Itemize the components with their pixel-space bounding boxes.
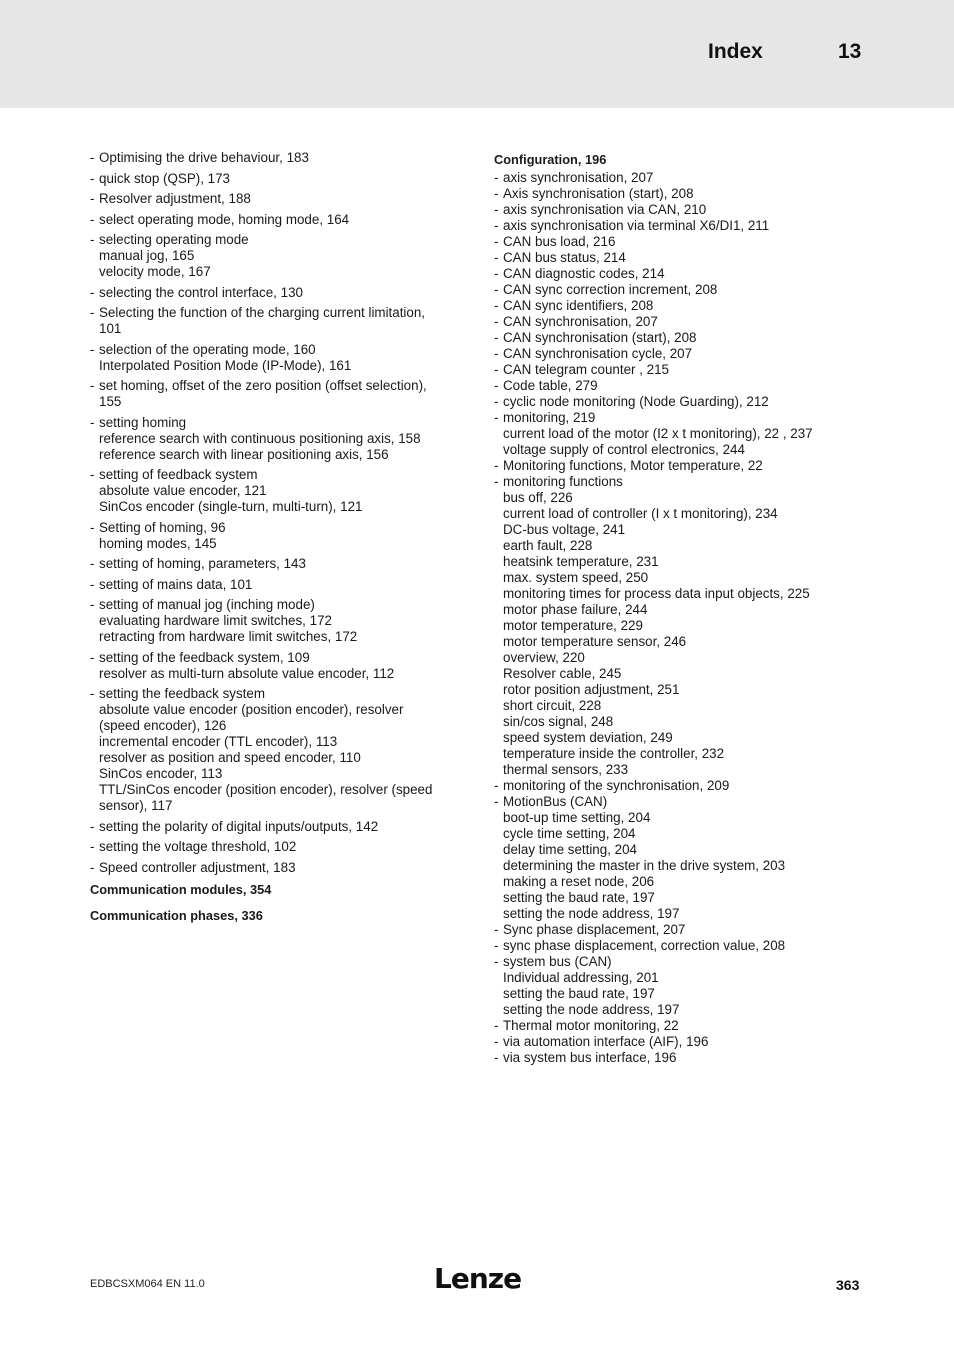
index-subentry: 155 [99, 394, 122, 409]
index-subentry: overview, 220 [503, 650, 585, 666]
index-entry-line [494, 394, 854, 410]
index-subentry: current load of the motor (I2 x t monitoring), 22 , 237 [503, 426, 813, 442]
index-subentry: 101 [99, 321, 122, 336]
dash-marker: - [494, 458, 499, 474]
index-entry [494, 282, 854, 298]
index-entry [494, 218, 854, 234]
dash-marker: - [494, 362, 499, 378]
chapter-number: 13 [838, 40, 862, 63]
index-subentry: DC-bus voltage, 241 [503, 522, 626, 538]
index-entry-line [494, 938, 854, 954]
index-entry-text: axis synchronisation via terminal X6/DI1, 211 [503, 218, 770, 234]
index-entry [494, 1034, 854, 1050]
index-entry [90, 520, 460, 552]
index-entry [494, 922, 854, 938]
index-entry-line [90, 577, 460, 593]
index-entry-line [494, 378, 854, 394]
index-subentry: motor temperature, 229 [503, 618, 643, 634]
index-entry-line [494, 458, 854, 474]
index-entry-line [90, 556, 460, 572]
index-entry-line [494, 410, 854, 426]
index-entry [90, 212, 460, 228]
index-entry-text: monitoring functions [503, 474, 623, 490]
index-entry-text: MotionBus (CAN) [503, 794, 608, 810]
index-subentry: determining the master in the drive system, 203 [503, 858, 786, 874]
index-subentry: short circuit, 228 [503, 698, 602, 714]
index-entry-line [494, 170, 854, 186]
dash-marker: - [90, 597, 95, 612]
index-entry-line [90, 415, 460, 431]
index-entry-text: axis synchronisation, 207 [503, 170, 654, 186]
index-entry-text: selecting the control interface, 130 [99, 284, 303, 300]
dash-marker: - [494, 1050, 499, 1066]
dash-marker: - [90, 150, 95, 165]
dash-marker: - [494, 346, 499, 362]
index-entry-line [90, 597, 460, 613]
dash-marker: - [90, 170, 95, 186]
dash-marker: - [494, 410, 499, 426]
index-entry-text: setting the polarity of digital inputs/outputs, 142 [99, 818, 379, 834]
index-entry-text: CAN sync identifiers, 208 [503, 298, 654, 314]
index-subentry: current load of controller (I x t monitoring), 234 [503, 506, 778, 522]
index-entry-line [494, 1018, 854, 1034]
index-entry-line [90, 819, 460, 835]
index-entry-text: cyclic node monitoring (Node Guarding), 212 [503, 394, 769, 410]
index-entry [494, 1050, 854, 1066]
index-entry-text: via system bus interface, 196 [503, 1050, 677, 1066]
index-subentry: setting the node address, 197 [503, 906, 680, 922]
dash-marker: - [494, 394, 499, 410]
index-entry [90, 342, 460, 374]
index-entry-text: select operating mode, homing mode, 164 [99, 211, 350, 227]
index-entry-line [90, 305, 460, 321]
index-entry-line [494, 218, 854, 234]
index-entry-line [494, 266, 854, 282]
index-entry [494, 394, 854, 410]
index-entry [494, 794, 854, 922]
dash-marker: - [494, 298, 499, 314]
index-subentry: cycle time setting, 204 [503, 826, 636, 842]
index-entry [494, 362, 854, 378]
index-entry-line [494, 314, 854, 330]
dash-marker: - [494, 474, 499, 490]
index-entry-text: quick stop (QSP), 173 [99, 170, 230, 186]
index-entry-line [90, 839, 460, 855]
index-entry [494, 330, 854, 346]
dash-marker: - [90, 191, 95, 206]
index-entry-text: CAN synchronisation (start), 208 [503, 330, 697, 346]
index-entry-line [494, 794, 854, 810]
dash-marker: - [494, 314, 499, 330]
dash-marker: - [90, 818, 95, 834]
index-entry [90, 839, 460, 855]
index-subentry: resolver as position and speed encoder, 110 [99, 750, 361, 765]
lenze-logo: Lenze [434, 1262, 522, 1295]
index-entry-line [90, 232, 460, 248]
index-subentry: setting the baud rate, 197 [503, 986, 655, 1002]
index-entry [90, 819, 460, 835]
index-subentry: motor phase failure, 244 [503, 602, 648, 618]
index-entry-text: selecting operating mode [99, 232, 249, 247]
index-subentry: earth fault, 228 [503, 538, 593, 554]
dash-marker: - [494, 794, 499, 810]
index-entry-text: Optimising the drive behaviour, 183 [99, 150, 309, 165]
dash-marker: - [494, 202, 499, 218]
index-entry-text: axis synchronisation via CAN, 210 [503, 202, 707, 218]
dash-marker: - [90, 378, 95, 393]
document-code: EDBCSXM064 EN 11.0 [90, 1278, 205, 1290]
index-entry [494, 410, 854, 458]
index-entry-text: selection of the operating mode, 160 [99, 341, 316, 357]
index-subentry: boot-up time setting, 204 [503, 810, 651, 826]
index-subentry: absolute value encoder, 121 [99, 483, 267, 498]
index-subentry: temperature inside the controller, 232 [503, 746, 725, 762]
index-entry-text: CAN synchronisation cycle, 207 [503, 346, 693, 362]
index-entry-text: Sync phase displacement, 207 [503, 922, 686, 938]
index-column-left [90, 150, 460, 934]
index-subentry: bus off, 226 [503, 490, 573, 506]
dash-marker: - [90, 686, 95, 701]
dash-marker: - [494, 282, 499, 298]
index-entry-text: setting of the feedback system, 109 [99, 649, 310, 665]
index-entry-text: monitoring, 219 [503, 410, 596, 426]
index-subentry: velocity mode, 167 [99, 264, 211, 279]
index-subentry: absolute value encoder (position encoder), resolver [99, 702, 404, 717]
index-entry [494, 346, 854, 362]
dash-marker: - [494, 1034, 499, 1050]
index-entry [90, 577, 460, 593]
dash-marker: - [90, 519, 95, 535]
index-subentry: thermal sensors, 233 [503, 762, 629, 778]
index-subentry: homing modes, 145 [99, 535, 217, 551]
dash-marker: - [494, 186, 499, 202]
dash-marker: - [90, 305, 95, 320]
index-main-term-label: Configuration, 196 [494, 152, 607, 167]
index-entry [494, 202, 854, 218]
index-entry [90, 415, 460, 463]
index-subentry: Resolver cable, 245 [503, 666, 622, 682]
index-entry [90, 150, 460, 166]
dash-marker: - [90, 414, 95, 430]
index-entry-line [90, 342, 460, 358]
index-subentry: max. system speed, 250 [503, 570, 649, 586]
index-subentry: monitoring times for process data input objects, 225 [503, 586, 810, 602]
index-entry [90, 686, 460, 814]
index-entry-line [90, 520, 460, 536]
dash-marker: - [90, 839, 95, 854]
index-main-term-label: Communication modules, 354 [90, 881, 272, 897]
dash-marker: - [494, 938, 499, 954]
page-title: Index [708, 40, 763, 63]
index-entry [494, 266, 854, 282]
index-main-term [90, 882, 460, 898]
index-subentry: Individual addressing, 201 [503, 970, 659, 986]
index-subentry: TTL/SinCos encoder (position encoder), resolver (speed [99, 782, 433, 797]
index-entry-line [494, 362, 854, 378]
index-entry [90, 171, 460, 187]
dash-marker: - [90, 341, 95, 357]
index-entry-text: setting of homing, parameters, 143 [99, 556, 306, 571]
index-entry-text: setting homing [99, 414, 187, 430]
index-subentry: sensor), 117 [99, 798, 173, 813]
index-entry [494, 1018, 854, 1034]
dash-marker: - [494, 922, 499, 938]
index-entry-text: setting of feedback system [99, 467, 258, 482]
index-entry-line [494, 298, 854, 314]
index-entry-text: setting the feedback system [99, 686, 265, 701]
index-entry [494, 186, 854, 202]
index-subentry: SinCos encoder (single-turn, multi-turn), 121 [99, 499, 363, 514]
index-entry-line [494, 234, 854, 250]
index-entry-text: Setting of homing, 96 [99, 519, 226, 535]
index-entry-line [494, 250, 854, 266]
index-entry-line [90, 212, 460, 228]
index-main-term [494, 151, 854, 169]
page-number: 363 [836, 1277, 860, 1293]
index-subentry: speed system deviation, 249 [503, 730, 673, 746]
index-subentry: motor temperature sensor, 246 [503, 634, 687, 650]
index-main-term [90, 908, 460, 924]
index-entry-line [494, 954, 854, 970]
index-entry-line [494, 1050, 854, 1066]
index-entry [494, 778, 854, 794]
index-subentry: sin/cos signal, 248 [503, 714, 614, 730]
index-subentry: reference search with linear positioning axis, 156 [99, 446, 389, 462]
index-subentry: manual jog, 165 [99, 248, 195, 263]
index-subentry: incremental encoder (TTL encoder), 113 [99, 734, 338, 749]
dash-marker: - [90, 649, 95, 665]
index-entry-text: system bus (CAN) [503, 954, 612, 970]
index-subentry: delay time setting, 204 [503, 842, 637, 858]
index-entry-line [494, 282, 854, 298]
index-entry-line [90, 467, 460, 483]
index-entry-text: CAN diagnostic codes, 214 [503, 266, 665, 282]
dash-marker: - [90, 576, 95, 592]
index-subentry: SinCos encoder, 113 [99, 766, 223, 781]
index-entry [494, 474, 854, 778]
index-entry-line [494, 186, 854, 202]
index-entry [494, 234, 854, 250]
index-entry-line [90, 378, 460, 394]
index-entry-line [494, 346, 854, 362]
dash-marker: - [90, 232, 95, 247]
dash-marker: - [90, 859, 95, 875]
index-entry-text: setting the voltage threshold, 102 [99, 839, 297, 854]
index-entry-line [494, 922, 854, 938]
header-band [0, 0, 954, 108]
index-entry [90, 467, 460, 515]
dash-marker: - [90, 467, 95, 482]
index-entry-line [90, 191, 460, 207]
index-entry-line [90, 150, 460, 166]
index-entry [494, 954, 854, 1018]
index-entry-line [494, 1034, 854, 1050]
index-subentry: rotor position adjustment, 251 [503, 682, 680, 698]
index-entry-text: setting of mains data, 101 [99, 576, 253, 592]
index-entry-text: CAN telegram counter , 215 [503, 362, 669, 378]
dash-marker: - [494, 778, 499, 794]
index-entry-text: Axis synchronisation (start), 208 [503, 186, 694, 202]
index-entry-line [90, 171, 460, 187]
index-entry [494, 170, 854, 186]
index-entry-line [90, 860, 460, 876]
index-entry-line [494, 330, 854, 346]
index-subentry: (speed encoder), 126 [99, 718, 227, 733]
index-entry-text: via automation interface (AIF), 196 [503, 1034, 709, 1050]
index-subentry: reference search with continuous positioning axis, 158 [99, 430, 421, 446]
index-entry [90, 191, 460, 207]
index-entry-line [494, 778, 854, 794]
dash-marker: - [494, 266, 499, 282]
index-entry [494, 378, 854, 394]
index-subentry: setting the node address, 197 [503, 1002, 680, 1018]
dash-marker: - [494, 250, 499, 266]
index-entry [90, 285, 460, 301]
index-entry-line [90, 285, 460, 301]
index-entry-text: Monitoring functions, Motor temperature, 22 [503, 458, 763, 474]
index-subentry: voltage supply of control electronics, 244 [503, 442, 745, 458]
dash-marker: - [494, 954, 499, 970]
index-entry-text: Selecting the function of the charging current limitation, [99, 305, 426, 320]
dash-marker: - [494, 330, 499, 346]
index-entry [90, 378, 460, 410]
index-entry [494, 298, 854, 314]
dash-marker: - [90, 284, 95, 300]
index-entry [494, 458, 854, 474]
index-entry [90, 597, 460, 645]
index-subentry: evaluating hardware limit switches, 172 [99, 613, 332, 628]
dash-marker: - [494, 170, 499, 186]
dash-marker: - [494, 218, 499, 234]
dash-marker: - [494, 378, 499, 394]
index-entry-text: setting of manual jog (inching mode) [99, 597, 315, 612]
index-subentry: Interpolated Position Mode (IP-Mode), 161 [99, 357, 352, 373]
dash-marker: - [90, 211, 95, 227]
index-entry-text: CAN bus load, 216 [503, 234, 616, 250]
index-column-right [494, 151, 854, 1066]
index-entry-text: Code table, 279 [503, 378, 598, 394]
index-entry-line [90, 650, 460, 666]
index-entry [494, 314, 854, 330]
index-entry-line [494, 202, 854, 218]
index-entry-text: set homing, offset of the zero position (offset selection), [99, 378, 427, 393]
dash-marker: - [90, 556, 95, 571]
index-subentry: resolver as multi-turn absolute value encoder, 112 [99, 665, 395, 681]
dash-marker: - [494, 1018, 499, 1034]
index-entry [90, 232, 460, 280]
index-subentry: setting the baud rate, 197 [503, 890, 655, 906]
index-entry-text: Resolver adjustment, 188 [99, 191, 251, 206]
index-entry-text: Speed controller adjustment, 183 [99, 859, 296, 875]
index-entry-text: CAN bus status, 214 [503, 250, 626, 266]
index-entry-line [494, 474, 854, 490]
index-main-term-label: Communication phases, 336 [90, 907, 263, 923]
index-entry [90, 650, 460, 682]
index-entry [90, 860, 460, 876]
index-subentry: retracting from hardware limit switches, 172 [99, 629, 358, 644]
index-entry-text: Thermal motor monitoring, 22 [503, 1018, 679, 1034]
index-subentry: heatsink temperature, 231 [503, 554, 659, 570]
index-entry-text: CAN sync correction increment, 208 [503, 282, 718, 298]
index-entry [90, 305, 460, 337]
index-entry-text: monitoring of the synchronisation, 209 [503, 778, 730, 794]
index-entry-line [90, 686, 460, 702]
index-entry-text: sync phase displacement, correction value, 208 [503, 938, 786, 954]
index-entry [494, 938, 854, 954]
dash-marker: - [494, 234, 499, 250]
index-entry-text: CAN synchronisation, 207 [503, 314, 658, 330]
index-entry [90, 556, 460, 572]
index-entry [494, 250, 854, 266]
index-subentry: making a reset node, 206 [503, 874, 655, 890]
